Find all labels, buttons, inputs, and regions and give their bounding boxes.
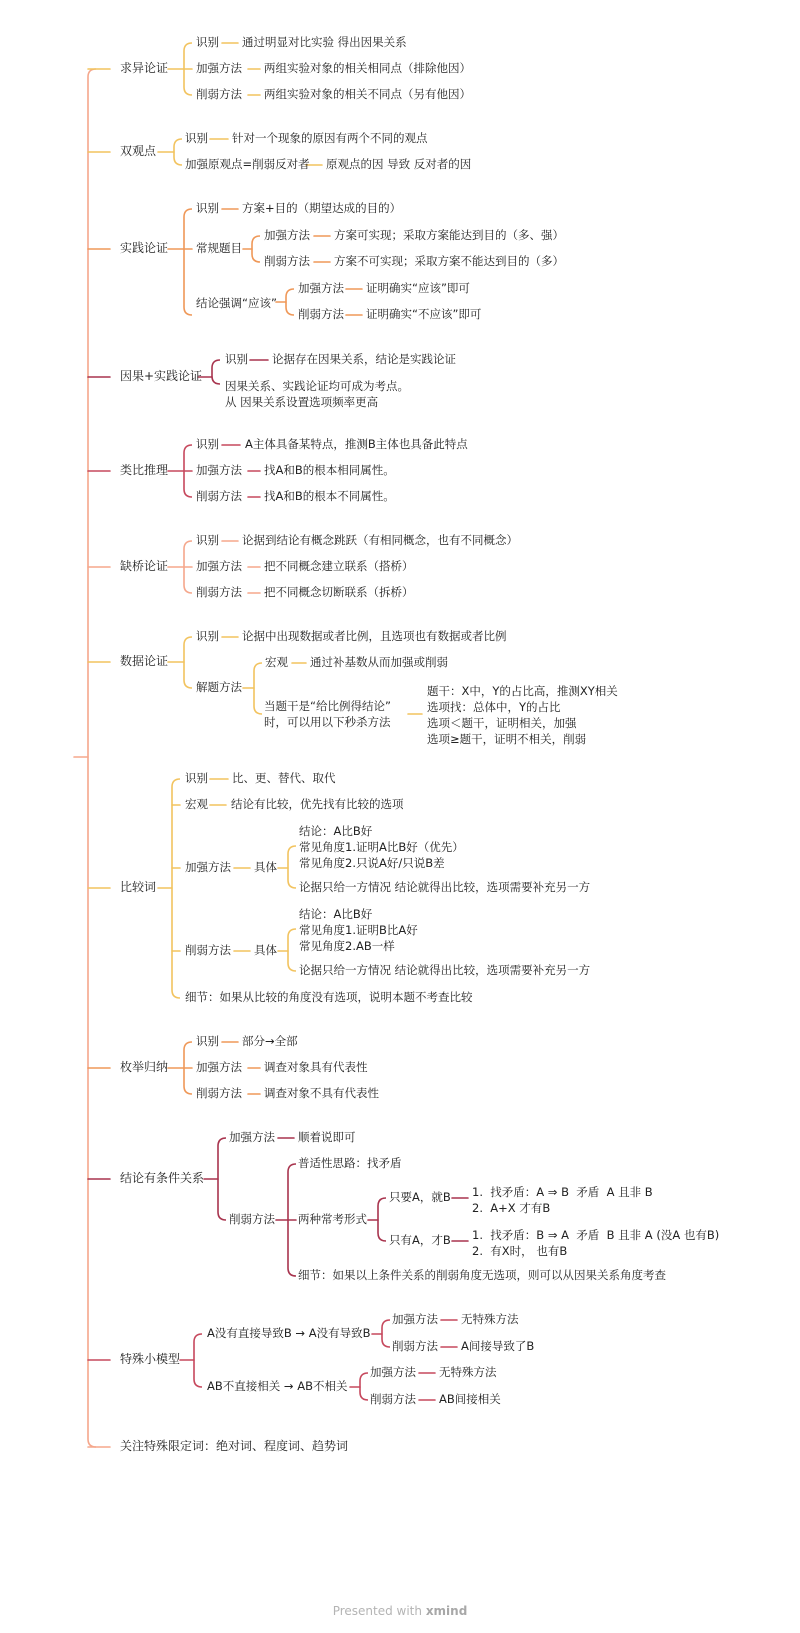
- bracket-c3-2: [252, 236, 260, 262]
- node-c9-2[interactable]: 加强方法: [196, 1060, 242, 1074]
- node-c8-3a[interactable]: 具体: [254, 860, 277, 874]
- node-c4[interactable]: 因果+实践论证: [120, 369, 203, 383]
- node-c3-1[interactable]: 识别: [196, 201, 219, 215]
- node-c8-5[interactable]: 细节：如果从比较的角度没有选项，说明本题不考查比较: [185, 990, 473, 1004]
- node-c9-1[interactable]: 识别: [196, 1034, 219, 1048]
- node-c11-1bv[interactable]: A间接导致了B: [461, 1339, 535, 1353]
- node-c3-3bv[interactable]: 证明确实“不应该”即可: [366, 307, 482, 321]
- bracket-c11-2: [360, 1373, 368, 1400]
- node-c1-3v[interactable]: 两组实验对象的相关不同点（另有他因）: [264, 87, 471, 101]
- node-c5[interactable]: 类比推理: [120, 463, 169, 477]
- node-c10-2b1[interactable]: 只要A，就B: [389, 1190, 451, 1204]
- bracket-c4: [212, 360, 220, 384]
- node-c10-1v[interactable]: 顺着说即可: [298, 1130, 356, 1144]
- trunk-bracket: [88, 69, 96, 1447]
- bracket-c8-3: [288, 846, 296, 888]
- node-c7[interactable]: 数据论证: [120, 654, 169, 668]
- node-c6[interactable]: 缺桥论证: [120, 559, 169, 573]
- node-c8-3a2[interactable]: 论据只给一方情况 结论就得出比较，选项需要补充另一方: [299, 880, 591, 894]
- node-c12[interactable]: 关注特殊限定词：绝对词、程度词、趋势词: [120, 1439, 349, 1453]
- node-c8-1[interactable]: 识别: [185, 771, 208, 785]
- node-c11-1a[interactable]: 加强方法: [392, 1312, 438, 1326]
- node-c5-3[interactable]: 削弱方法: [196, 489, 242, 503]
- node-c2-2[interactable]: 加强原观点=削弱反对者: [185, 157, 310, 171]
- node-c7-2a[interactable]: 宏观: [265, 655, 288, 669]
- node-c3-2av[interactable]: 方案可实现；采取方案能达到目的（多、强）: [334, 228, 564, 242]
- node-c7-2av[interactable]: 通过补基数从而加强或削弱: [310, 655, 448, 669]
- node-c6-2v[interactable]: 把不同概念建立联系（搭桥）: [264, 559, 414, 573]
- node-c10-2[interactable]: 削弱方法: [229, 1212, 275, 1226]
- node-c7-2bv[interactable]: 题干：X中，Y的占比高，推测XY相关 选项找：总体中，Y的占比 选项＜题干，证明相关，加强 选项≥题干，证明不相关，削弱: [427, 684, 618, 746]
- node-c10-1[interactable]: 加强方法: [229, 1130, 275, 1144]
- xmind-logo: xmind: [425, 1604, 468, 1618]
- bracket-c11: [194, 1334, 202, 1387]
- node-c9-1v[interactable]: 部分→全部: [242, 1034, 298, 1048]
- node-c11-2av[interactable]: 无特殊方法: [439, 1365, 497, 1379]
- node-c10-2b2[interactable]: 只有A，才B: [389, 1233, 451, 1247]
- node-c3-2a[interactable]: 加强方法: [264, 228, 310, 242]
- footer: [0, 1604, 800, 1618]
- node-c9-3[interactable]: 削弱方法: [196, 1086, 242, 1100]
- bracket-c8-4: [288, 929, 296, 971]
- node-c9-3v[interactable]: 调查对象不具有代表性: [264, 1086, 379, 1100]
- node-c10-2b[interactable]: 两种常考形式: [298, 1212, 367, 1226]
- node-c7-2b[interactable]: 当题干是“给比例得结论” 时，可以用以下秒杀方法: [264, 699, 391, 729]
- node-c9-2v[interactable]: 调查对象具有代表性: [264, 1060, 368, 1074]
- node-c11[interactable]: 特殊小模型: [120, 1352, 181, 1366]
- node-c7-2[interactable]: 解题方法: [196, 680, 242, 694]
- node-c11-1b[interactable]: 削弱方法: [392, 1339, 438, 1353]
- node-c3-2[interactable]: 常规题目: [196, 241, 242, 255]
- node-c8-4a1[interactable]: 结论：A比B好 常见角度1.证明B比A好 常见角度2.AB一样: [299, 907, 418, 953]
- node-c1-1v[interactable]: 通过明显对比实验 得出因果关系: [242, 35, 407, 49]
- bracket-c11-1: [382, 1320, 390, 1347]
- node-c2-1v[interactable]: 针对一个现象的原因有两个不同的观点: [232, 131, 428, 145]
- node-c9[interactable]: 枚举归纳: [120, 1060, 169, 1074]
- node-c2[interactable]: 双观点: [120, 144, 157, 158]
- node-c10[interactable]: 结论有条件关系: [120, 1171, 205, 1185]
- node-c4-1v[interactable]: 论据存在因果关系，结论是实践论证: [272, 352, 456, 366]
- bracket-c7-2: [254, 663, 262, 714]
- node-c11-1[interactable]: A没有直接导致B → A没有导致B: [207, 1326, 371, 1340]
- node-c4-1[interactable]: 识别: [225, 352, 248, 366]
- node-c3-3a[interactable]: 加强方法: [298, 281, 344, 295]
- node-c3-3[interactable]: 结论强调“应该”: [196, 296, 277, 310]
- node-c3-1v[interactable]: 方案+目的（期望达成的目的）: [242, 201, 402, 215]
- node-c8-2[interactable]: 宏观: [185, 797, 208, 811]
- node-c10-2c[interactable]: 细节：如果以上条件关系的削弱角度无选项，则可以从因果关系角度考查: [298, 1268, 666, 1282]
- node-c6-3v[interactable]: 把不同概念切断联系（拆桥）: [264, 585, 414, 599]
- node-c8-4a2[interactable]: 论据只给一方情况 结论就得出比较，选项需要补充另一方: [299, 963, 591, 977]
- node-c5-3v[interactable]: 找A和B的根本不同属性。: [264, 489, 395, 503]
- node-c8[interactable]: 比较词: [120, 880, 157, 894]
- bracket-c3-3: [286, 289, 294, 315]
- node-c1-3[interactable]: 削弱方法: [196, 87, 242, 101]
- node-c7-1v[interactable]: 论据中出现数据或者比例，且选项也有数据或者比例: [242, 629, 507, 643]
- node-c6-2[interactable]: 加强方法: [196, 559, 242, 573]
- node-c3[interactable]: 实践论证: [120, 241, 169, 255]
- node-c8-2v[interactable]: 结论有比较，优先找有比较的选项: [231, 797, 404, 811]
- bracket-c8: [172, 779, 180, 998]
- node-c5-1[interactable]: 识别: [196, 437, 219, 451]
- node-c8-3[interactable]: 加强方法: [185, 860, 231, 874]
- node-c5-2[interactable]: 加强方法: [196, 463, 242, 477]
- node-c3-2bv[interactable]: 方案不可实现；采取方案不能达到目的（多）: [334, 254, 564, 268]
- node-c8-3a1[interactable]: 结论：A比B好 常见角度1.证明A比B好（优先） 常见角度2.只说A好/只说B差: [299, 824, 464, 870]
- node-c1-2[interactable]: 加强方法: [196, 61, 242, 75]
- node-c10-2b2v[interactable]: 1. 找矛盾：B ⇒ A 矛盾 B 且非 A (没A 也有B) 2. 有X时， 也有B: [472, 1228, 720, 1258]
- node-c11-2[interactable]: AB不直接相关 → AB不相关: [207, 1379, 348, 1393]
- node-c10-2a[interactable]: 普适性思路：找矛盾: [298, 1156, 402, 1170]
- node-c1-1[interactable]: 识别: [196, 35, 219, 49]
- node-c3-3av[interactable]: 证明确实“应该”即可: [366, 281, 470, 295]
- node-c10-2b1v[interactable]: 1. 找矛盾：A ⇒ B 矛盾 A 且非 B 2. A+X 才有B: [472, 1185, 653, 1215]
- bracket-c7: [184, 637, 192, 688]
- node-c4-2[interactable]: 因果关系、实践论证均可成为考点。 从 因果关系设置选项频率更高: [225, 379, 409, 409]
- node-c6-3[interactable]: 削弱方法: [196, 585, 242, 599]
- node-c1[interactable]: 求异论证: [120, 61, 169, 75]
- node-c8-1v[interactable]: 比、更、替代、取代: [232, 771, 336, 785]
- node-c6-1v[interactable]: 论据到结论有概念跳跃（有相同概念，也有不同概念）: [242, 533, 518, 547]
- footer-prefix: Presented with: [332, 1604, 422, 1618]
- node-c2-2v[interactable]: 原观点的因 导致 反对者的因: [326, 157, 472, 171]
- node-c2-1[interactable]: 识别: [185, 131, 208, 145]
- bracket-c2: [174, 139, 182, 165]
- node-c5-2v[interactable]: 找A和B的根本相同属性。: [264, 463, 395, 477]
- bracket-c10: [218, 1138, 226, 1220]
- node-c3-2b[interactable]: 削弱方法: [264, 254, 310, 268]
- bracket-c3: [184, 209, 192, 315]
- node-c7-1[interactable]: 识别: [196, 629, 219, 643]
- node-c11-1av[interactable]: 无特殊方法: [461, 1312, 519, 1326]
- node-c8-4[interactable]: 削弱方法: [185, 943, 231, 957]
- node-c6-1[interactable]: 识别: [196, 533, 219, 547]
- node-c11-2a[interactable]: 加强方法: [370, 1365, 416, 1379]
- node-c8-4a[interactable]: 具体: [254, 943, 277, 957]
- node-c1-2v[interactable]: 两组实验对象的相关相同点（排除他因）: [264, 61, 471, 75]
- node-c3-3b[interactable]: 削弱方法: [298, 307, 344, 321]
- node-c11-2bv[interactable]: AB间接相关: [439, 1392, 501, 1406]
- bracket-c10-2b: [378, 1198, 386, 1241]
- node-c5-1v[interactable]: A主体具备某特点，推测B主体也具备此特点: [245, 437, 468, 451]
- node-c11-2b[interactable]: 削弱方法: [370, 1392, 416, 1406]
